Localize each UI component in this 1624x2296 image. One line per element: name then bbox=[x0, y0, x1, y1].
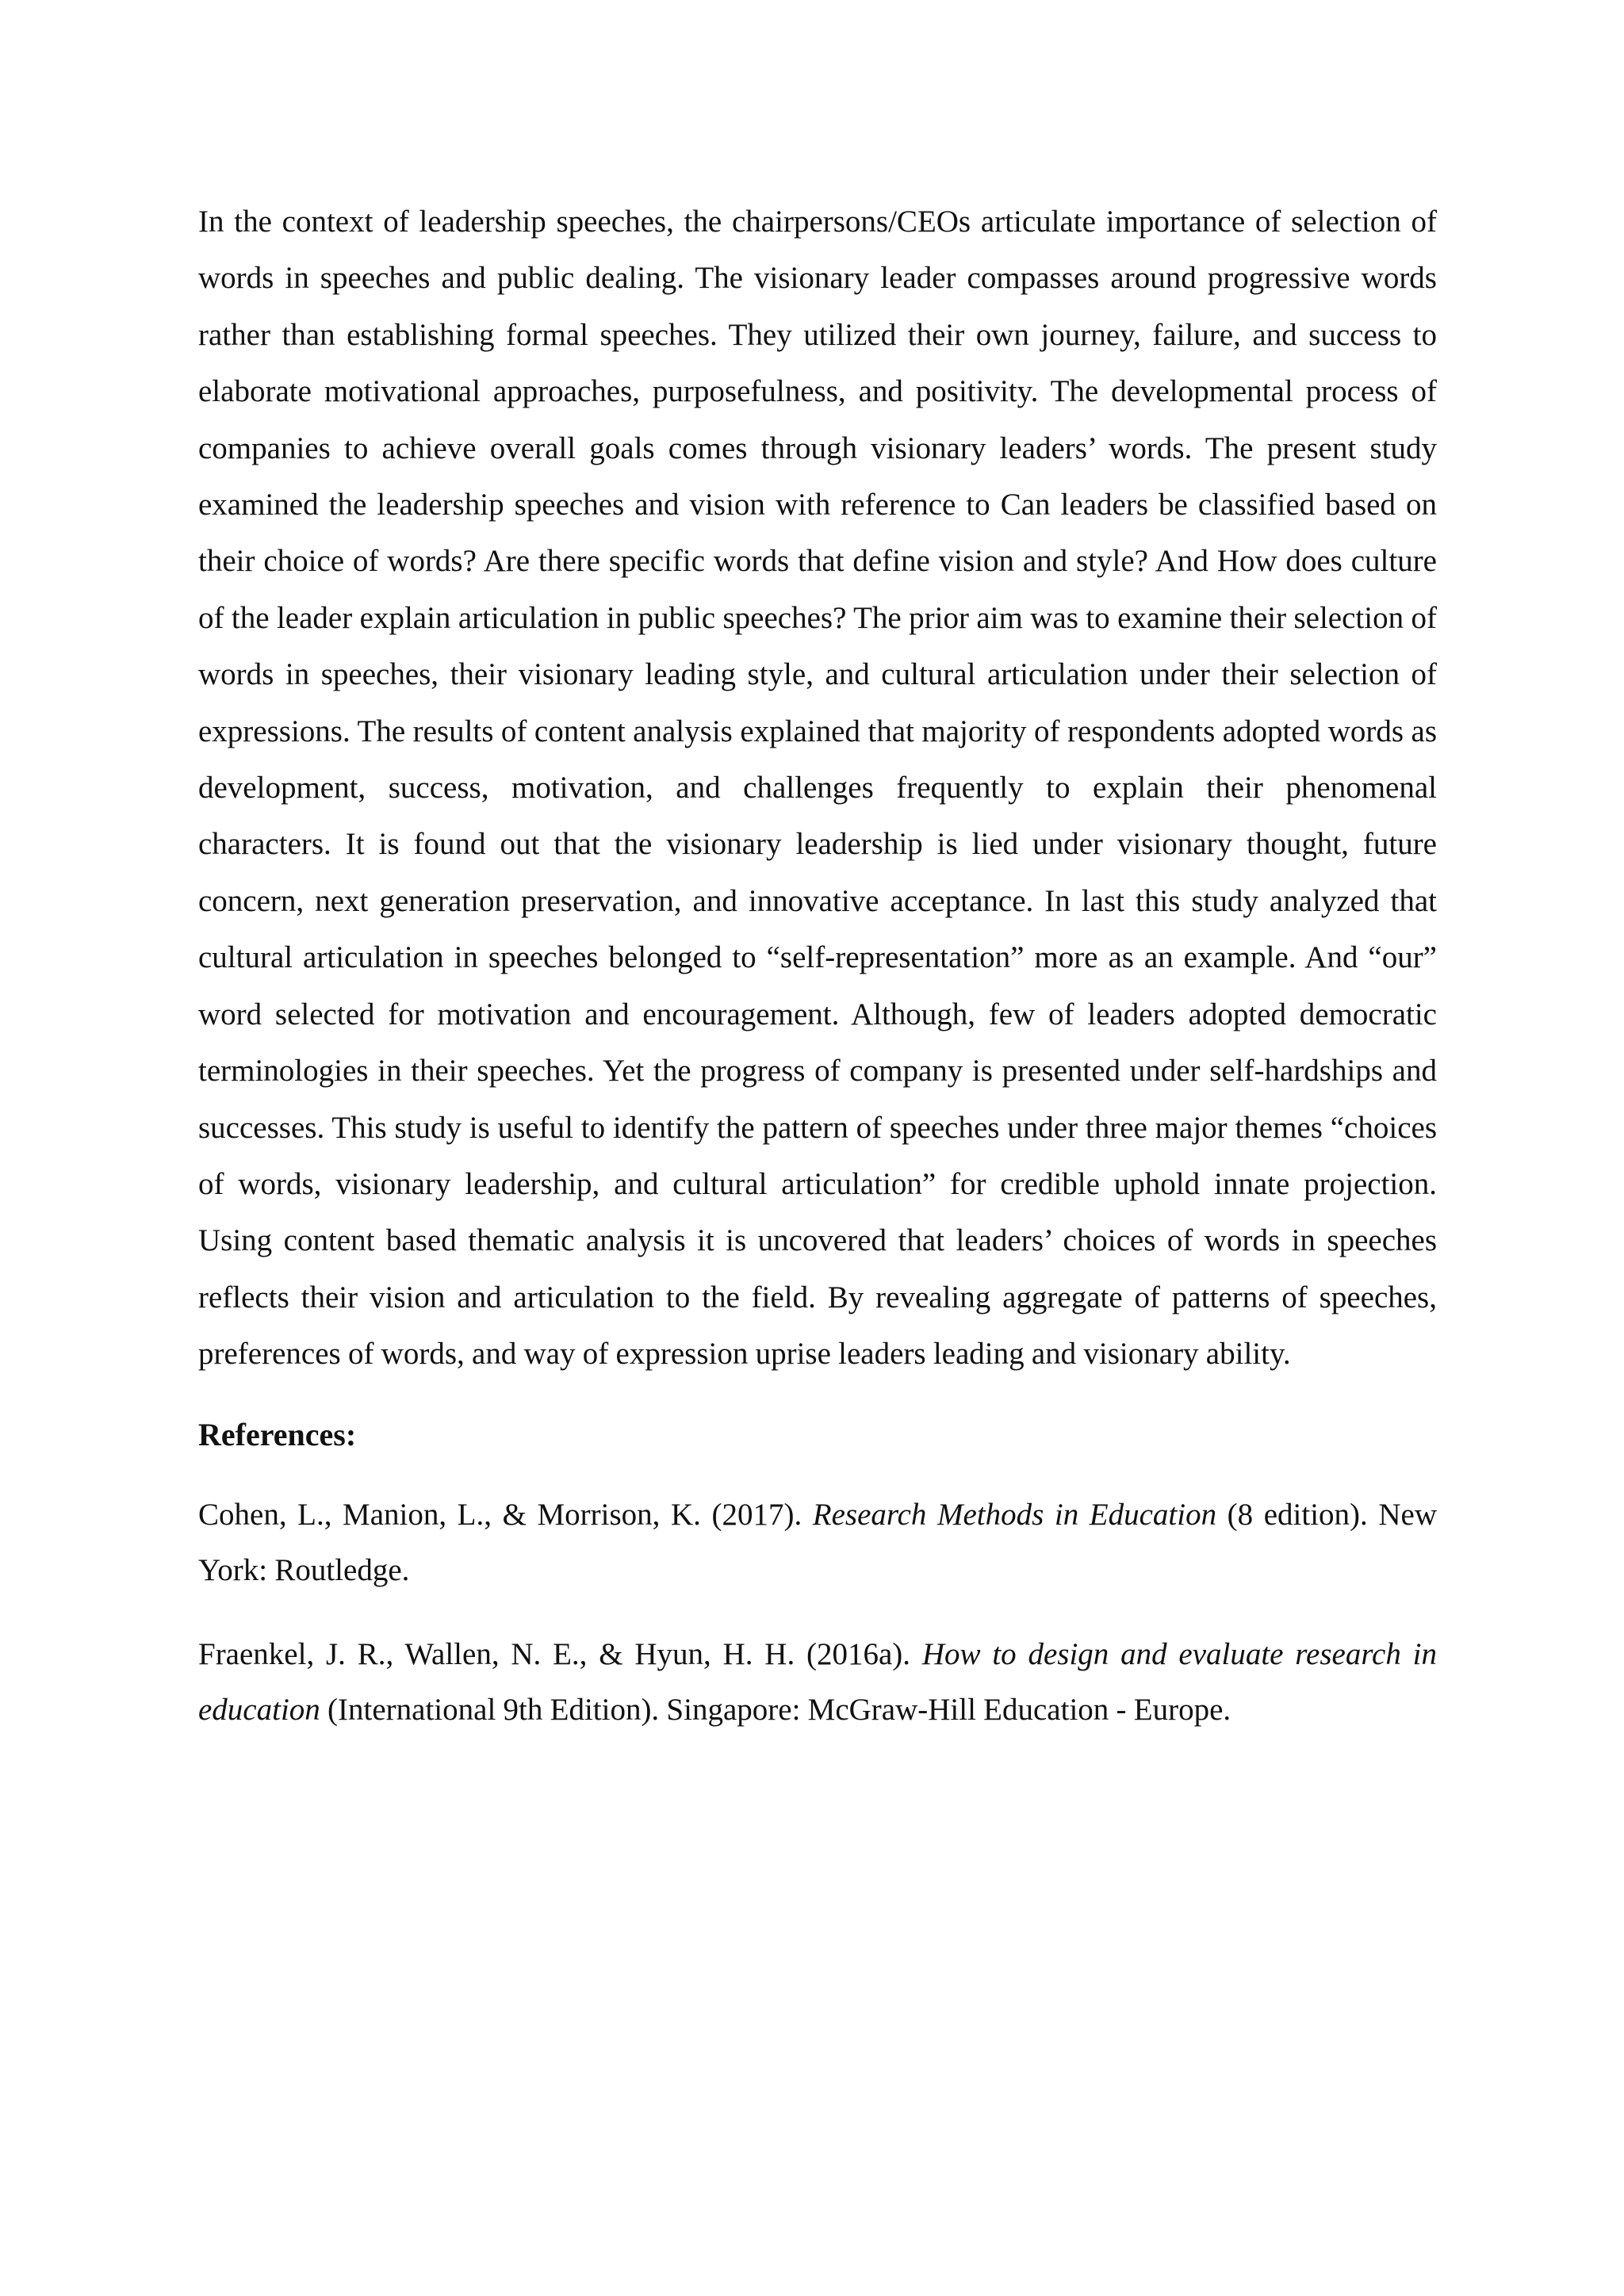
reference-item bbox=[198, 1487, 1437, 1598]
document-page bbox=[198, 193, 1437, 1738]
reference-details: (8 edition). New York: Routledge. bbox=[198, 1497, 1437, 1587]
reference-title: Research Methods in Education bbox=[812, 1497, 1217, 1532]
reference-authors: Cohen, L., Manion, L., & Morrison, K. (2017). bbox=[198, 1497, 813, 1532]
reference-details: (International 9th Edition). Singapore: McGraw-Hill Education - Europe. bbox=[320, 1692, 1231, 1727]
reference-authors: Fraenkel, J. R., Wallen, N. E., & Hyun, H. H. (2016a). bbox=[198, 1636, 922, 1671]
abstract-paragraph: In the context of leadership speeches, the chairpersons/CEOs articulate importance of selection of words in speeches and public dealing. The visionary leader compasses around progressive words rather than establishing formal speeches. They utilized their own journey, failure, and success to elaborate motivational approaches, purposefulness, and positivity. The developmental process of companies to achieve overall goals comes through visionary leaders’ words. The present study examined the leadership speeches and vision with reference to Can leaders be classified based on their choice of words? Are there specific words that define vision and style? And How does culture of the leader explain articulation in public speeches? The prior aim was to examine their selection of words in speeches, their visionary leading style, and cultural articulation under their selection of expressions. The results of content analysis explained that majority of respondents adopted words as development, success, motivation, and challenges frequently to explain their phenomenal characters. It is found out that the visionary leadership is lied under visionary thought, future concern, next generation preservation, and innovative acceptance. In last this study analyzed that cultural articulation in speeches belonged to “self-representation” more as an example. And “our” word selected for motivation and encouragement. Although, few of leaders adopted democratic terminologies in their speeches. Yet the progress of company is presented under self-hardships and successes. This study is useful to identify the pattern of speeches under three major themes “choices of words, visionary leadership, and cultural articulation” for credible uphold innate projection. Using content based thematic analysis it is uncovered that leaders’ choices of words in speeches reflects their vision and articulation to the field. By revealing aggregate of patterns of speeches, preferences of words, and way of expression uprise leaders leading and visionary ability. bbox=[198, 205, 1437, 1372]
reference-title: How to design and evaluate research in education bbox=[198, 1636, 1437, 1727]
references-heading: References: bbox=[198, 1416, 357, 1452]
reference-item bbox=[198, 1627, 1437, 1738]
